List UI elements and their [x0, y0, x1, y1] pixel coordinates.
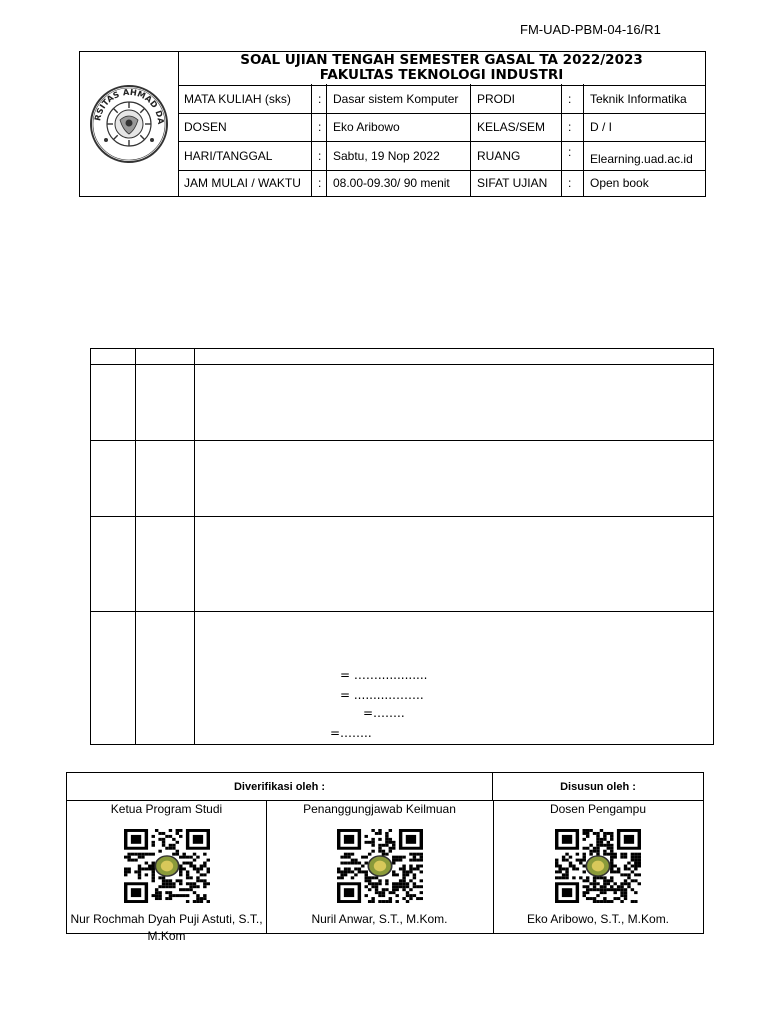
row-divider: [91, 364, 713, 365]
signer-role: Penanggungjawab Keilmuan: [303, 802, 456, 816]
separator: :: [562, 170, 584, 196]
separator: :: [562, 113, 584, 141]
label-course: MATA KULIAH (sks): [178, 84, 312, 113]
signer-column-head-of-program: [67, 801, 267, 943]
separator: :: [312, 113, 327, 141]
label-room: RUANG: [471, 141, 562, 170]
verified-by-header: Diverifikasi oleh :: [67, 773, 493, 801]
value-exam-type: Open book: [590, 176, 649, 190]
university-logo-cell: [80, 52, 179, 196]
separator: :: [562, 141, 584, 170]
value-date: Sabtu, 19 Nop 2022: [327, 141, 471, 170]
question-table: [90, 348, 714, 745]
signer-name: Eko Aribowo, S.T., M.Kom.: [526, 912, 670, 926]
verification-table: [66, 772, 704, 943]
signer-role: Ketua Program Studi: [110, 802, 223, 816]
separator: :: [312, 141, 327, 170]
prepared-by-header: Disusun oleh :: [493, 773, 703, 801]
label-time: JAM MULAI / WAKTU: [178, 170, 312, 196]
header-row-time: [178, 170, 705, 196]
column-divider: [194, 349, 195, 744]
value-time: 08.00-09.30/ 90 menit: [327, 170, 471, 196]
exam-title: [178, 52, 705, 86]
row-divider: [91, 516, 713, 517]
label-date: HARI/TANGGAL: [178, 141, 312, 170]
signer-column-scientific: [266, 801, 494, 933]
header-row-lecturer: [178, 113, 705, 142]
separator: :: [312, 170, 327, 196]
formula-line: = ..........……..: [340, 688, 424, 702]
separator: :: [562, 84, 584, 113]
formula-line: =……..: [363, 706, 405, 720]
exam-header-table: [79, 51, 706, 197]
label-exam-type: SIFAT UJIAN: [471, 170, 562, 196]
exam-title-line1: SOAL UJIAN TENGAH SEMESTER GASAL TA 2022/2023: [240, 52, 643, 68]
value-class: D / I: [590, 120, 613, 134]
formula-line: =……..: [330, 726, 372, 740]
label-lecturer: DOSEN: [178, 113, 312, 141]
signer-name: Nur Rochmah Dyah Puji Astuti, S.T., M.Kom: [70, 912, 263, 943]
qr-code-icon[interactable]: [124, 829, 210, 903]
signer-column-lecturer: [493, 801, 703, 933]
row-divider: [91, 611, 713, 612]
label-prodi: PRODI: [471, 84, 562, 113]
qr-code-icon[interactable]: [337, 829, 423, 903]
separator: :: [312, 84, 327, 113]
label-class: KELAS/SEM: [471, 113, 562, 141]
value-course: Dasar sistem Komputer: [327, 84, 471, 113]
value-room[interactable]: Elearning.uad.ac.id: [590, 152, 693, 166]
formula-line: = …….............: [340, 668, 428, 682]
column-divider: [135, 349, 136, 744]
value-prodi: Teknik Informatika: [590, 91, 687, 106]
form-code: FM-UAD-PBM-04-16/R1: [520, 22, 661, 37]
signer-role: Dosen Pengampu: [549, 802, 647, 816]
logo-text: RSITAS AHMAD DA: [92, 86, 167, 125]
signer-name: Nuril Anwar, S.T., M.Kom.: [311, 912, 448, 926]
row-divider: [91, 440, 713, 441]
university-logo-icon: [80, 52, 178, 196]
header-row-course: [178, 84, 705, 114]
exam-title-line2: FAKULTAS TEKNOLOGI INDUSTRI: [319, 67, 564, 83]
header-row-date: [178, 141, 705, 171]
value-lecturer: Eko Aribowo: [327, 113, 471, 141]
qr-code-icon[interactable]: [555, 829, 641, 903]
